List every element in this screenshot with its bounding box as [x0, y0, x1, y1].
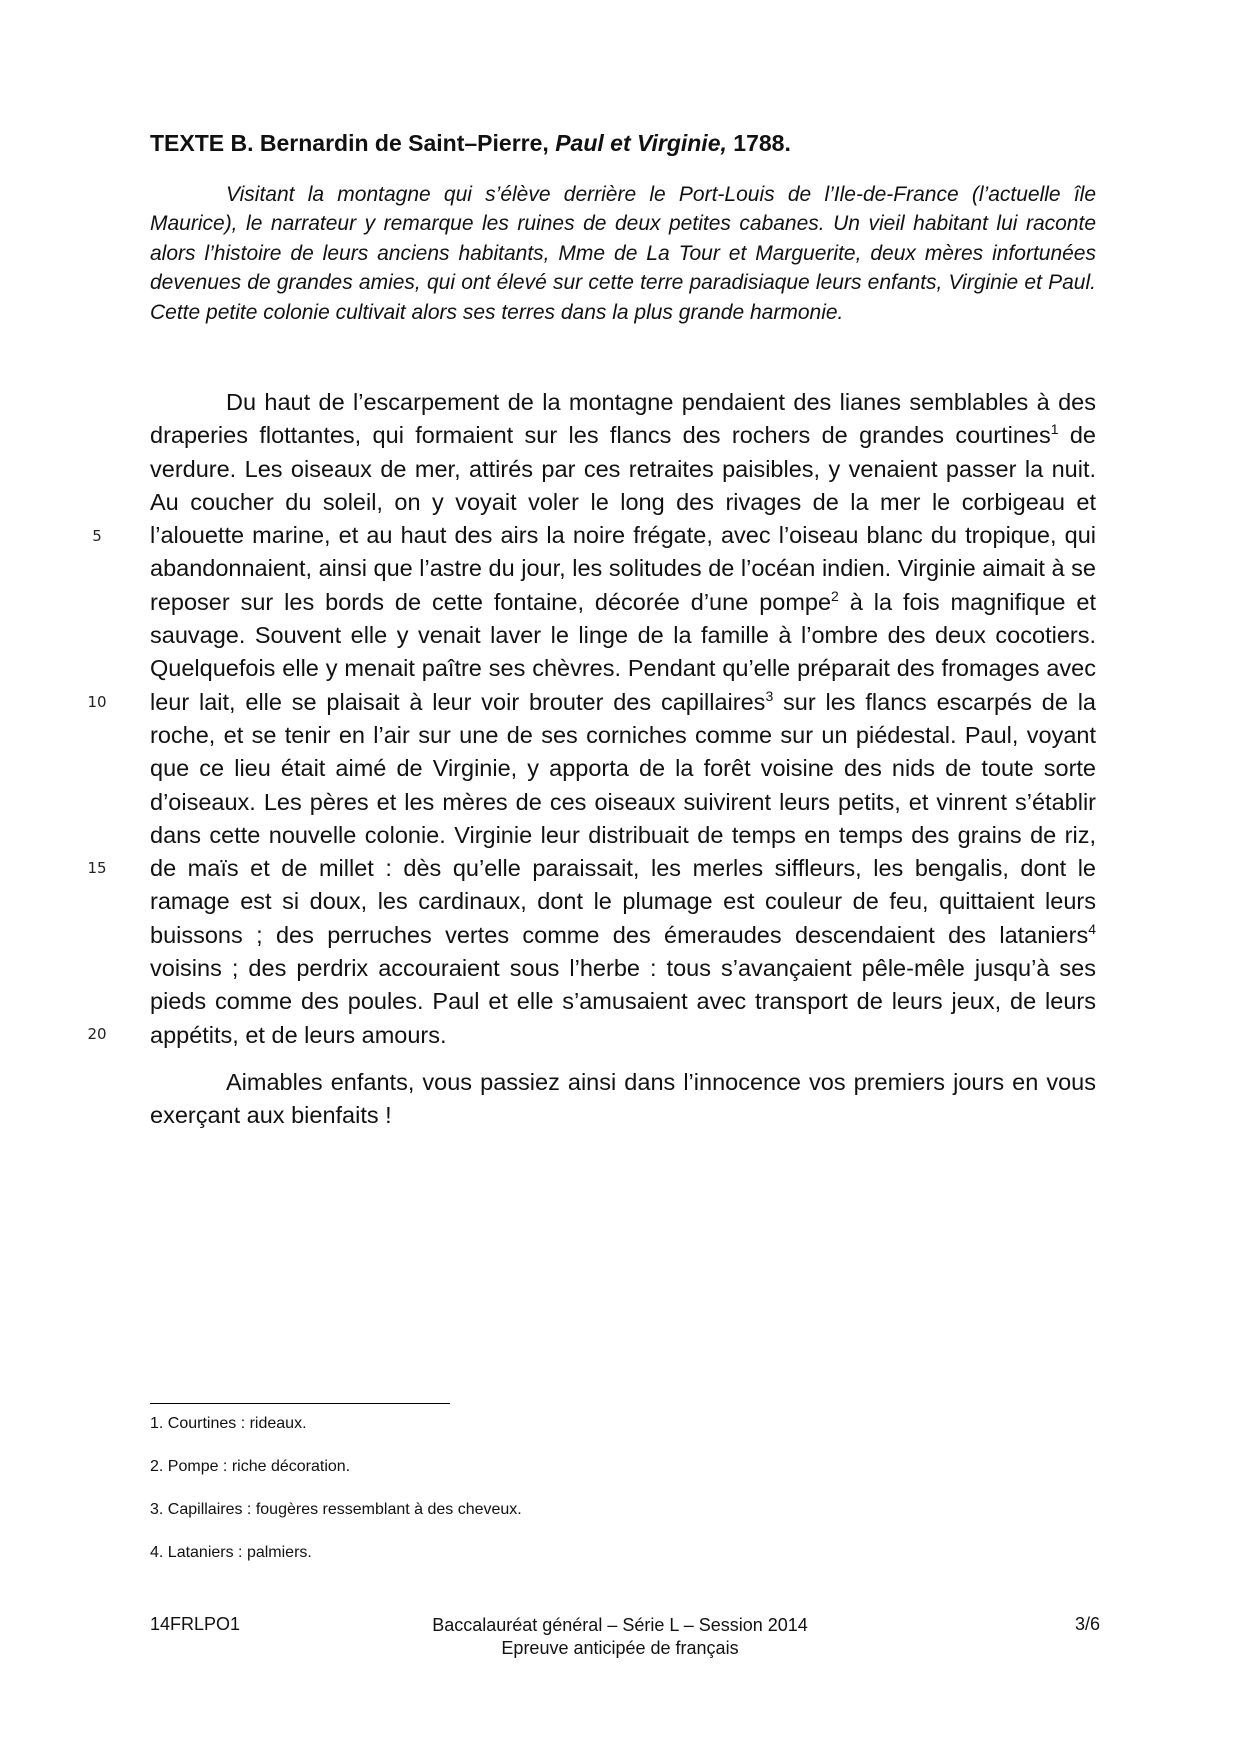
paragraph-1-segment: voisins ; des perdrix accouraient sous l’herbe : tous s’avançaient pêle-mêle jusqu’à ses pieds comme des poules. Paul et elle s’amusaient avec transport de leurs jeux, de leurs appétits, et de leurs amours. [150, 955, 1096, 1048]
text-heading [150, 128, 1100, 158]
paragraph-2: Aimables enfants, vous passiez ainsi dans l’innocence vos premiers jours en vous exerçant aux bienfaits ! [150, 1068, 1096, 1129]
footnote: 1. Courtines : rideaux. [150, 1415, 307, 1432]
intro-paragraph: Visitant la montagne qui s’élève derrière le Port-Louis de l’Ile-de-France (l’actuelle île Maurice), le narrateur y remarque les ruines de deux petites cabanes. Un vieil habitant lui raconte alors l’histoire de leurs anciens habitants, Mme de La Tour et Marguerite, deux mères infortunées devenues de grandes amies, qui ont élevé sur cette terre paradisiaque leurs enfants, Virginie et Paul. Cette petite colonie cultivait alors ses terres dans la plus grande harmonie. [150, 183, 1096, 324]
exam-title-line-1: Baccalauréat général – Série L – Session 2014 [432, 1615, 808, 1635]
page-number: 3/6 [1074, 1614, 1100, 1634]
heading-label: TEXTE B. Bernardin de Saint–Pierre, [150, 130, 549, 156]
exam-code: 14FRLPO1 [150, 1614, 241, 1634]
line-number: 10 [87, 693, 107, 711]
main-text [150, 386, 1096, 1133]
footnote-separator [150, 1403, 450, 1404]
footnote-ref-2: 2 [831, 587, 839, 604]
heading-year: 1788. [733, 130, 791, 156]
exam-title-line-2: Epreuve anticipée de français [501, 1638, 739, 1658]
footnote-ref-3: 3 [765, 687, 774, 704]
footnote: 4. Lataniers : palmiers. [150, 1544, 312, 1561]
paragraph-1-segment: Du haut de l’escarpement de la montagne pendaient des lianes semblables à des draperies flottantes, qui formaient sur les flancs des rochers de grandes courtines [150, 389, 1096, 449]
line-number: 15 [87, 859, 107, 877]
footnote-ref-1: 1 [1050, 421, 1059, 438]
footnote: 3. Capillaires : fougères ressemblant à des cheveux. [150, 1501, 522, 1518]
paragraph-1-segment: de verdure. Les oiseaux de mer, attirés par ces retraites paisibles, y venaient passer la nuit. Au coucher du soleil, on y voyait voler le long des rivages de la mer le corbigeau et l’alouette marine, et au haut des airs la noire frégate, avec l’oiseau blanc du tropique, qui abandonnaient, ainsi que l’astre du jour, les solitudes de l’océan indien. Virginie aimait à se reposer sur les bords de cette fontaine, décorée d’une pompe [150, 422, 1096, 615]
paragraph-1-segment: à la fois magnifique et sauvage. Souvent elle y venait laver le linge de la famille à l’ombre des deux cocotiers. Quelquefois elle y menait paître ses chèvres. Pendant qu’elle préparait des fromages avec leur lait, elle se plaisait à leur voir brouter des capillaires [150, 588, 1096, 715]
line-number: 5 [92, 527, 102, 545]
paragraph-1 [150, 386, 1096, 1052]
paragraph-1-segment: sur les flancs escarpés de la roche, et se tenir en l’air sur une de ses corniches comme sur un piédestal. Paul, voyant que ce lieu était aimé de Virginie, y apporta de la forêt voisine des nids de toute sorte d’oiseaux. Les pères et les mères de ces oiseaux suivirent leurs petits, et vinrent s’établir dans cette nouvelle colonie. Virginie leur distribuait de temps en temps des grains de riz, de maïs et de millet : dès qu’elle paraissait, les merles siffleurs, les bengalis, dont le ramage est si doux, les cardinaux, dont le plumage est couleur de feu, quittaient leurs buissons ; des perruches vertes comme des émeraudes descendaient des lataniers [150, 688, 1096, 948]
exam-title [370, 1614, 870, 1660]
heading-work-title: Paul et Virginie, [555, 130, 727, 156]
line-number: 20 [87, 1025, 107, 1043]
footnote-ref-4: 4 [1088, 920, 1096, 937]
footnote: 2. Pompe : riche décoration. [150, 1458, 351, 1475]
